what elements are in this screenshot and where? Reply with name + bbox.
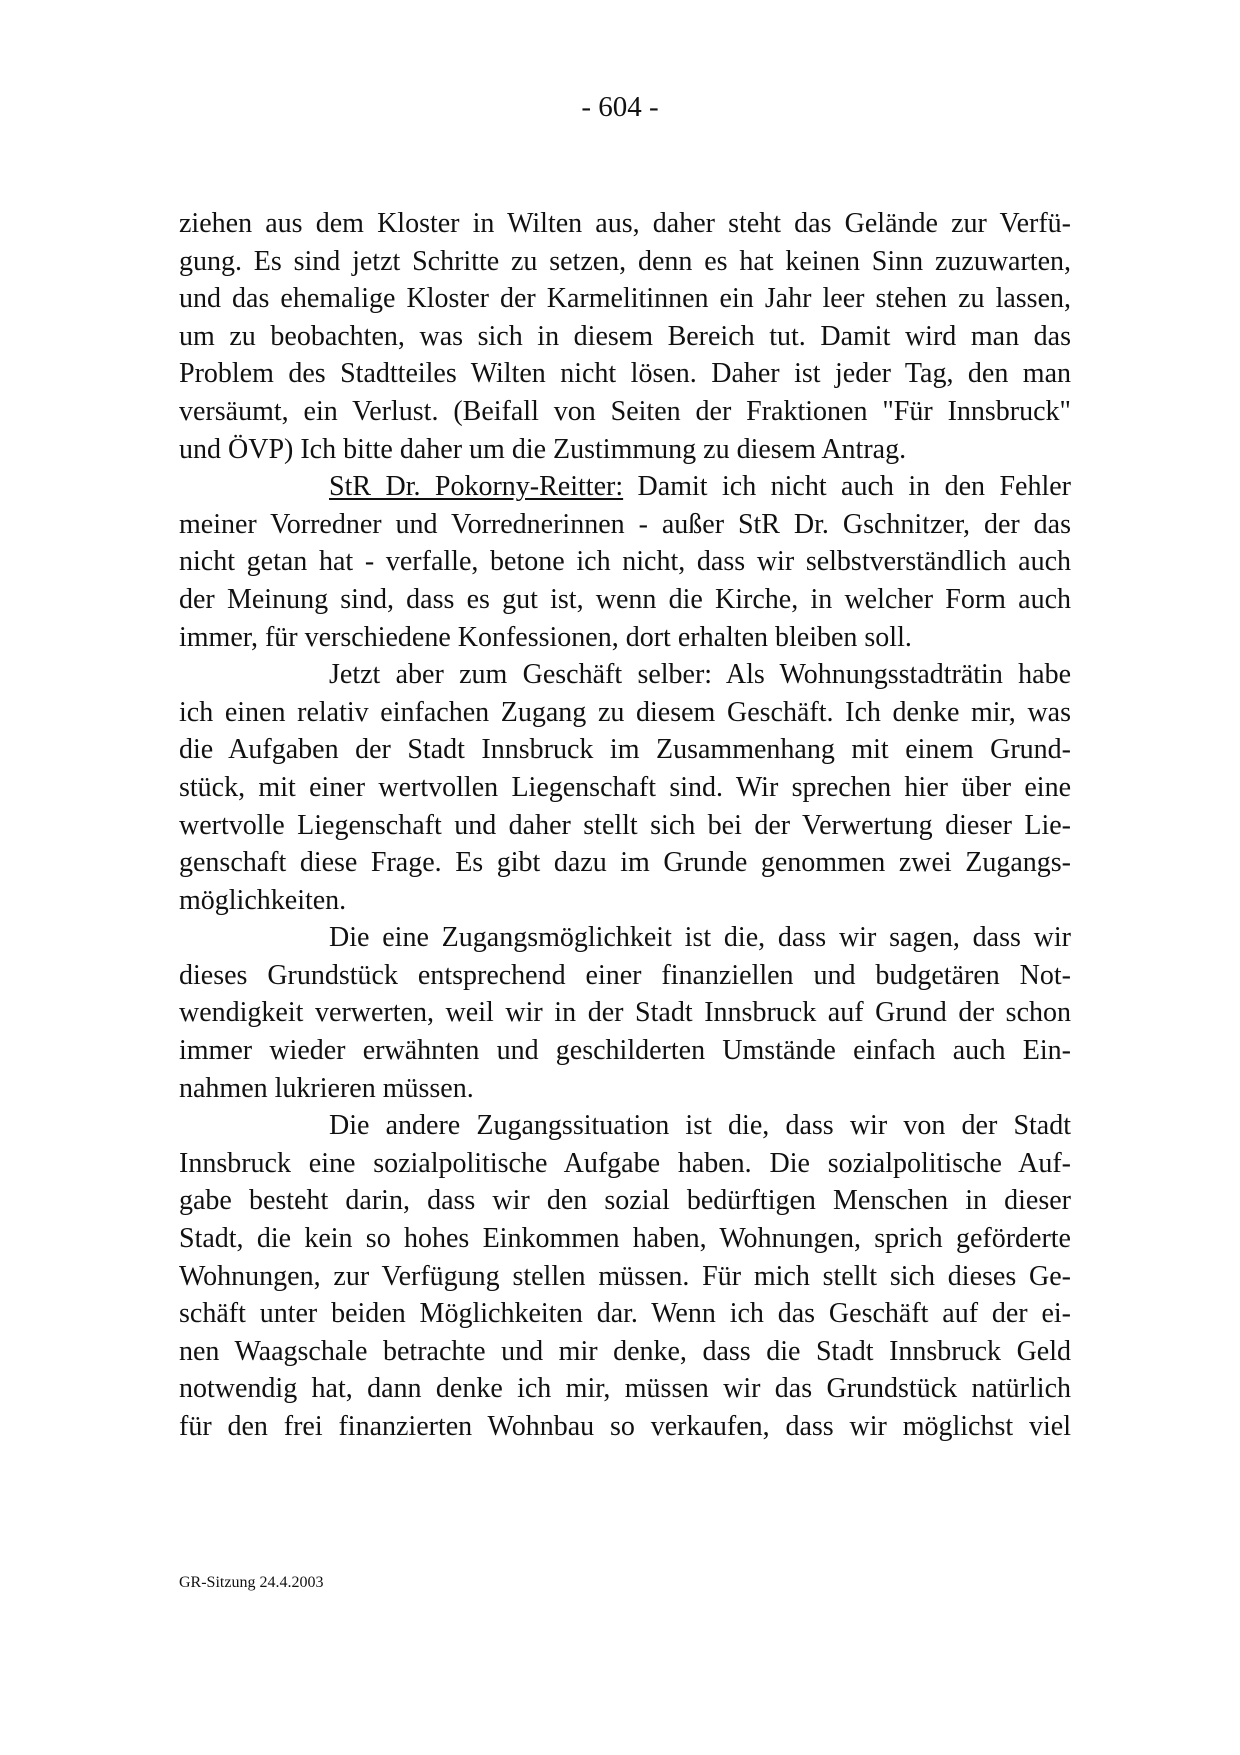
text-line: gabe besteht darin, dass wir den sozial bedürftigen Menschen in dieser [179,1185,1071,1217]
text-line: wendigkeit verwerten, weil wir in der Stadt Innsbruck auf Grund der schon [179,997,1071,1029]
text-line: schäft unter beiden Möglichkeiten dar. Wenn ich das Geschäft auf der ei- [179,1298,1071,1330]
text-line: nen Waagschale betrachte und mir denke, dass die Stadt Innsbruck Geld [179,1335,1071,1367]
paragraph [179,205,1071,468]
text-line: die Aufgaben der Stadt Innsbruck im Zusammenhang mit einem Grund- [179,734,1071,766]
text-line: für den frei finanzierten Wohnbau so verkaufen, dass wir möglichst viel [179,1411,1071,1442]
text-line: nicht getan hat - verfalle, betone ich nicht, dass wir selbstverständlich auch [179,546,1071,578]
text-line: Innsbruck eine sozialpolitische Aufgabe haben. Die sozialpolitische Auf- [179,1147,1071,1179]
speaker-name: StR Dr. Pokorny-Reitter: [329,471,624,503]
text-line: der Meinung sind, dass es gut ist, wenn die Kirche, in welcher Form auch [179,583,1071,615]
text-line: meiner Vorredner und Vorrednerinnen - außer StR Dr. Gschnitzer, der das [179,508,1071,540]
text-line: ziehen aus dem Kloster in Wilten aus, daher steht das Gelände zur Verfü- [179,208,1071,239]
paragraph-speaker [179,468,1071,656]
text-line: dieses Grundstück entsprechend einer finanziellen und budgetären Not- [179,959,1071,991]
text-line: um zu beobachten, was sich in diesem Bereich tut. Damit wird man das [179,320,1071,352]
text-line: Stadt, die kein so hohes Einkommen haben, Wohnungen, sprich geförderte [179,1223,1071,1255]
text-line: stück, mit einer wertvollen Liegenschaft sind. Wir sprechen hier über eine [179,771,1071,803]
text-line: möglichkeiten. [179,884,347,916]
text-line: versäumt, ein Verlust. (Beifall von Seiten der Fraktionen "Für Innsbruck" [179,395,1071,427]
text-line: wertvolle Liegenschaft und daher stellt sich bei der Verwertung dieser Lie- [179,809,1071,841]
text-line: genschaft diese Frage. Es gibt dazu im Grunde genommen zwei Zugangs- [179,847,1071,879]
text-line: gung. Es sind jetzt Schritte zu setzen, denn es hat keinen Sinn zuzuwarten, [179,245,1071,277]
page-footer: GR-Sitzung 24.4.2003 [179,1574,324,1591]
text-line: immer, für verschiedene Konfessionen, dort erhalten bleiben soll. [179,621,912,653]
text-line: Jetzt aber zum Geschäft selber: Als Wohnungsstadträtin habe [329,659,1071,691]
page-number: - 604 - [581,91,659,123]
paragraph [179,656,1071,919]
paragraph [179,1107,1071,1445]
text-line: immer wieder erwähnten und geschilderten Umstände einfach auch Ein- [179,1035,1071,1067]
document-body [179,205,1071,1446]
text-line: Die eine Zugangsmöglichkeit ist die, dass wir sagen, dass wir [329,922,1071,954]
text-line: ich einen relativ einfachen Zugang zu diesem Geschäft. Ich denke mir, was [179,696,1071,728]
text-line: nahmen lukrieren müssen. [179,1072,474,1104]
text-line: notwendig hat, dann denke ich mir, müssen wir das Grundstück natürlich [179,1373,1071,1405]
text-line: Die andere Zugangssituation ist die, dass wir von der Stadt [329,1110,1071,1142]
text-line: und das ehemalige Kloster der Karmelitinnen ein Jahr leer stehen zu lassen, [179,283,1071,315]
text-line: und ÖVP) Ich bitte daher um die Zustimmung zu diesem Antrag. [179,433,907,465]
text-line: Wohnungen, zur Verfügung stellen müssen. Für mich stellt sich dieses Ge- [179,1260,1071,1292]
text-line: Problem des Stadtteiles Wilten nicht lösen. Daher ist jeder Tag, den man [179,358,1071,390]
paragraph [179,919,1071,1107]
speaker-text: Damit ich nicht auch in den Fehler [623,471,1071,503]
text-line [179,468,1071,506]
